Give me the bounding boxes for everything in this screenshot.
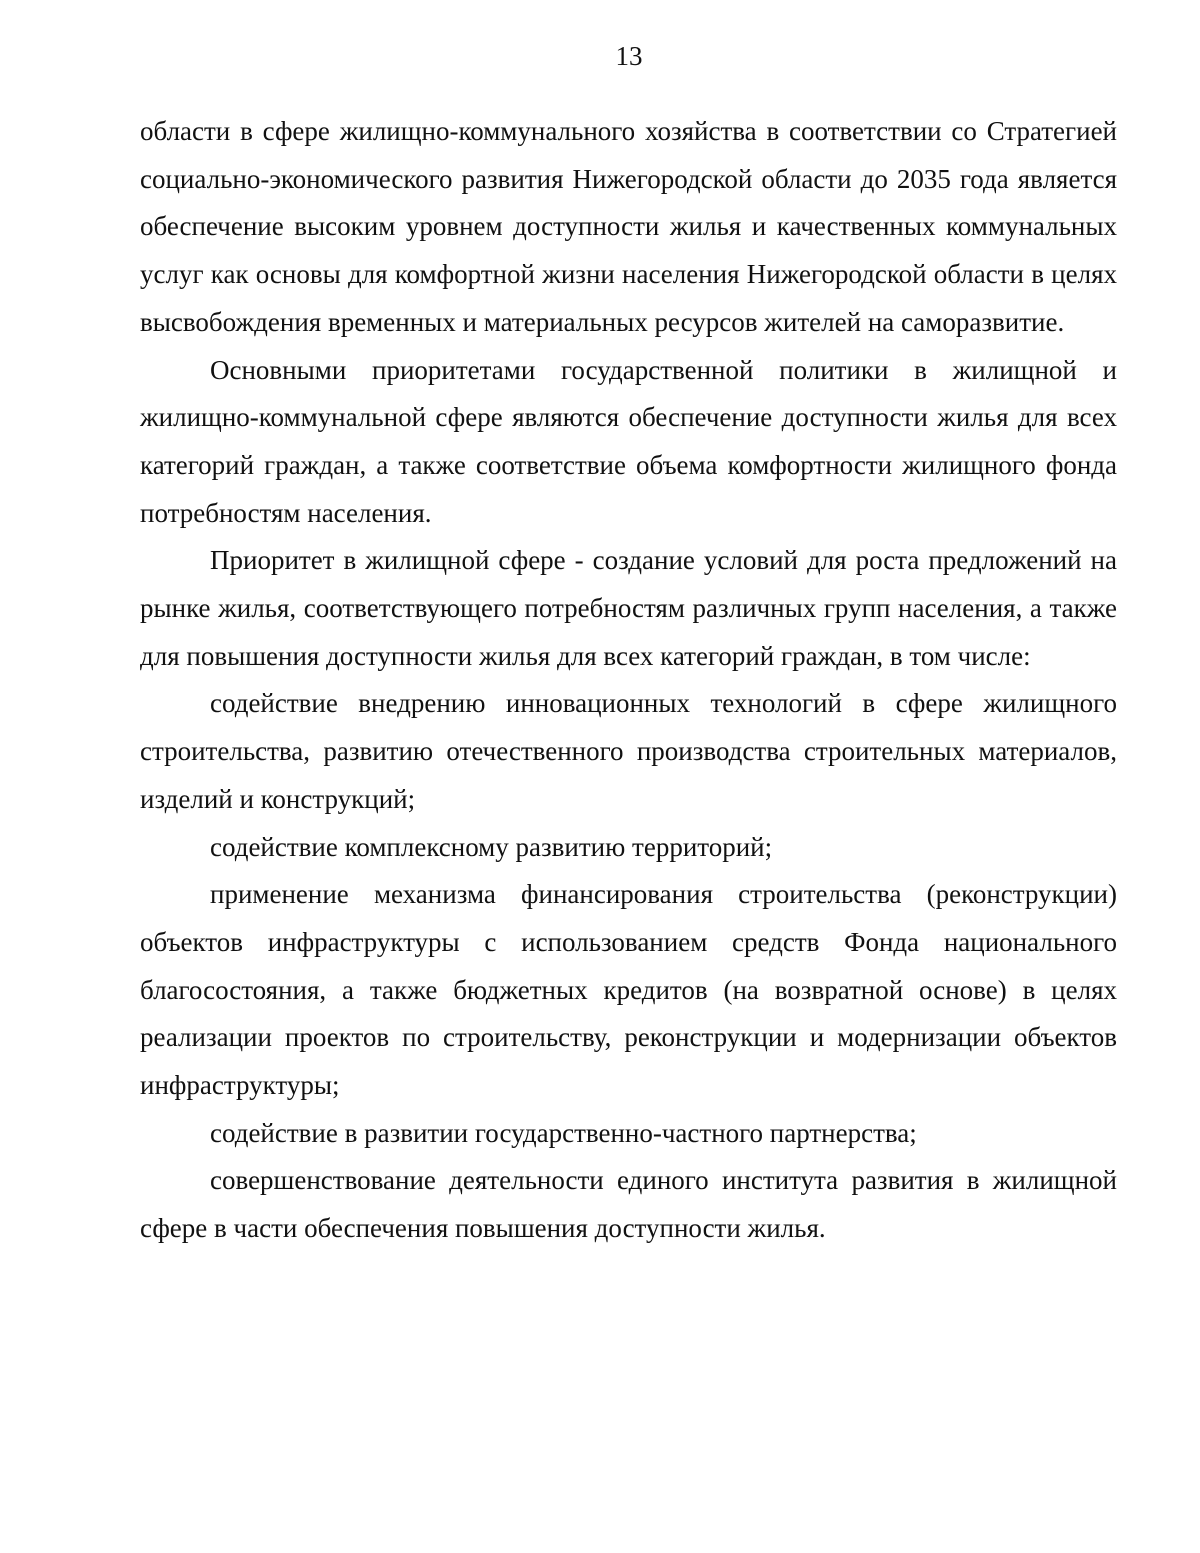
paragraph-continuation: области в сфере жилищно-коммунального хозяйства в соответствии со Стратегией социально-экономического развития Нижегородской области до 2035 года является обеспечение высоким уровнем доступности жилья и качественных коммунальных услуг как основы для комфортной жизни населения Нижегородской области в целях высвобождения временных и материальных ресурсов жителей на саморазвитие. <box>140 116 1117 337</box>
list-item-development-institute: совершенствование деятельности единого института развития в жилищной сфере в части обеспечения повышения доступности жилья. <box>140 1165 1117 1244</box>
paragraph-priorities: Основными приоритетами государственной политики в жилищной и жилищно-коммунальной сфере являются обеспечение доступности жилья для всех категорий граждан, а также соответствие объема комфортности жилищного фонда потребностям населения. <box>140 354 1117 528</box>
list-item-territory-development: содействие комплексному развитию территорий; <box>210 831 773 862</box>
list-item-financing-mechanism: применение механизма финансирования строительства (реконструкции) объектов инфраструктуры с использованием средств Фонда национального благосостояния, а также бюджетных кредитов (на возвратной основе) в целях реализации проектов по строительству, реконструкции и модернизации объектов инфраструктуры; <box>140 879 1117 1101</box>
paragraph-housing-priority: Приоритет в жилищной сфере - создание условий для роста предложений на рынке жилья, соответствующего потребностям различных групп населения, а также для повышения доступности жилья для всех категорий граждан, в том числе: <box>140 545 1117 671</box>
list-item-innovation: содействие внедрению инновационных технологий в сфере жилищного строительства, развитию отечественного производства строительных материалов, изделий и конструкций; <box>140 688 1117 814</box>
page-number: 13 <box>615 41 643 71</box>
list-item-public-private-partnership: содействие в развитии государственно-частного партнерства; <box>210 1117 917 1148</box>
document-body <box>140 108 1117 1253</box>
